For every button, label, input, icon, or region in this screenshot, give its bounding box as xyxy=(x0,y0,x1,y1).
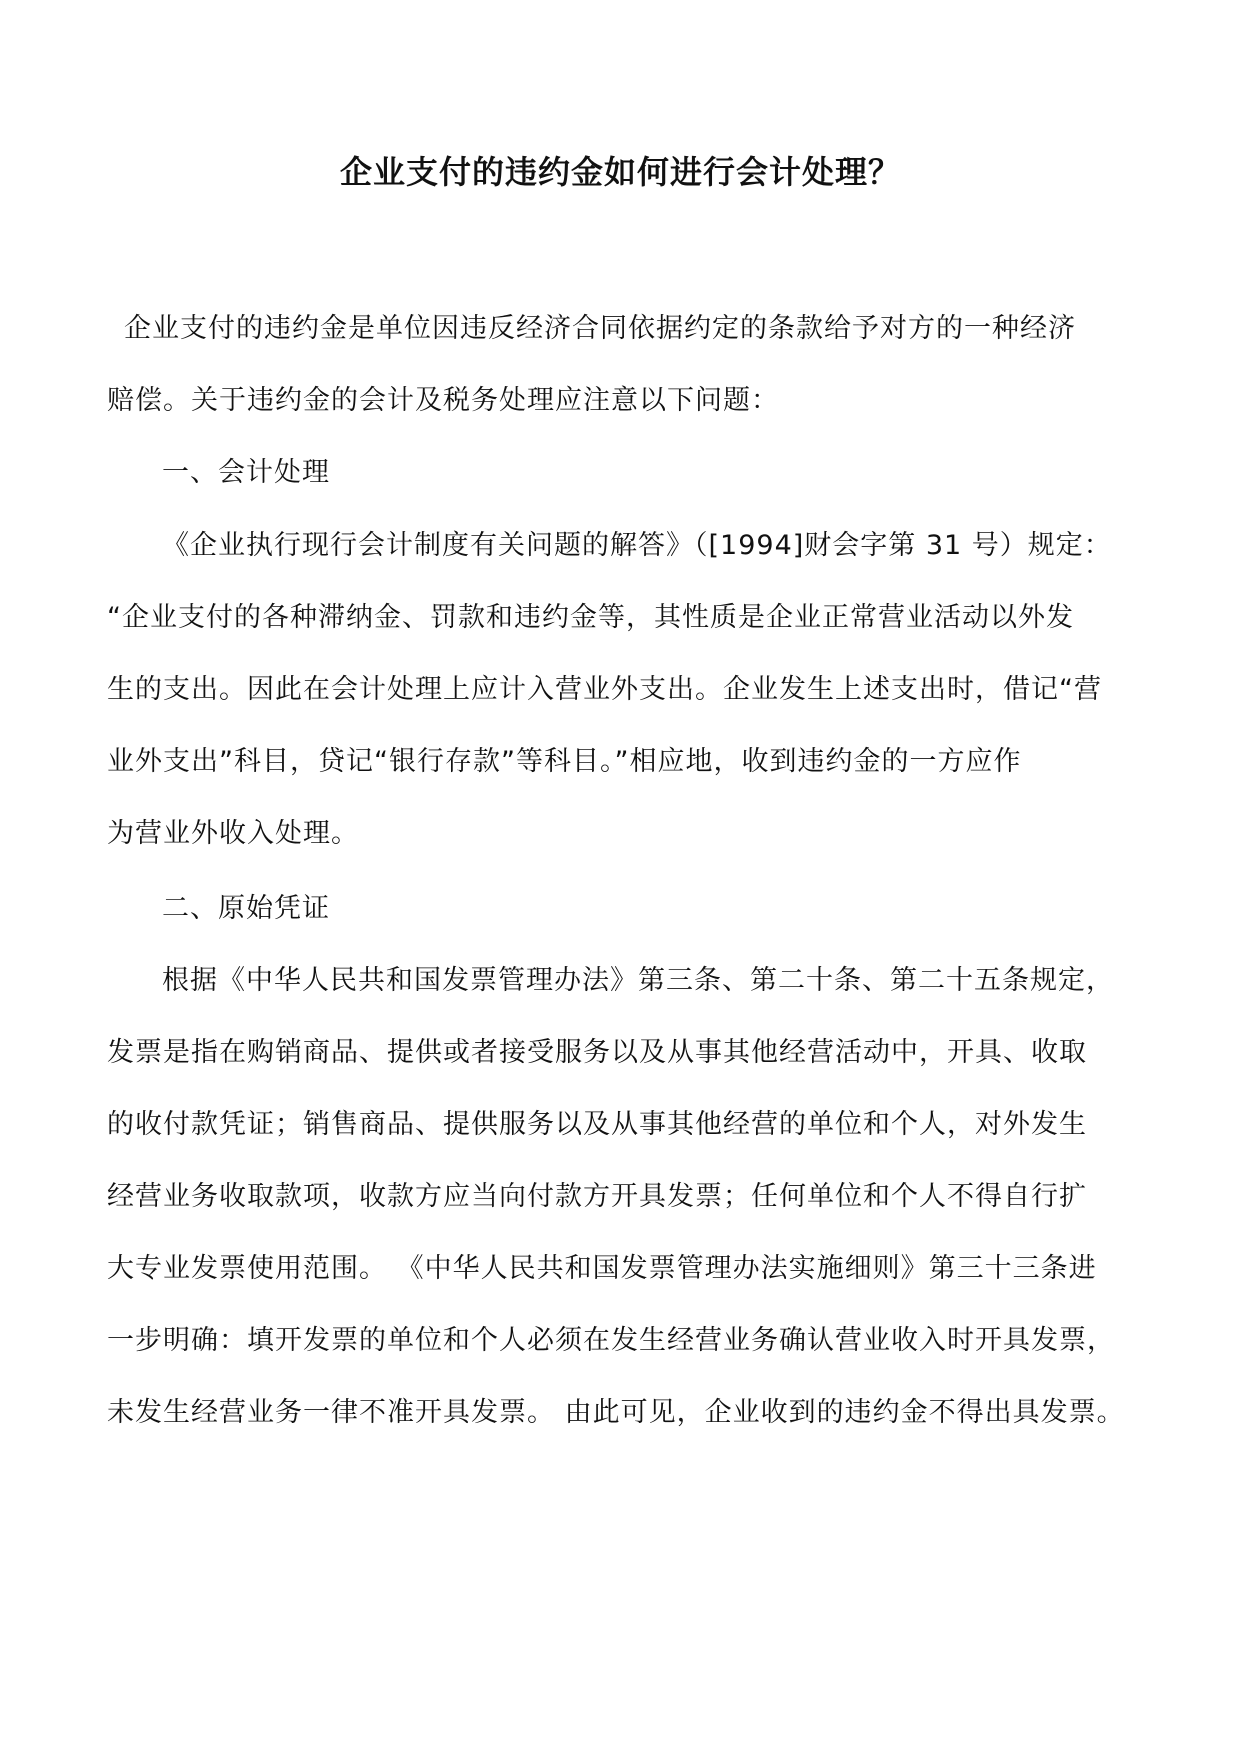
paragraph-1-line-2: 赔偿。关于违约金的会计及税务处理应注意以下问题： xyxy=(107,385,779,416)
paragraph-3-line-7: 未发生经营业务一律不准开具发票。 由此可见，企业收到的违约金不得出具发票。 xyxy=(107,1397,1125,1428)
paragraph-2-line-3: 生的支出。因此在会计处理上应计入营业外支出。企业发生上述支出时，借记“营 xyxy=(107,674,1102,705)
paragraph-3-line-1: 根据《中华人民共和国发票管理办法》第三条、第二十条、第二十五条规定， xyxy=(162,965,1114,996)
paragraph-3-line-2: 发票是指在购销商品、提供或者接受服务以及从事其他经营活动中，开具、收取 xyxy=(107,1037,1087,1068)
section-heading-vouchers: 二、原始凭证 xyxy=(162,893,330,924)
paragraph-3-line-4: 经营业务收取款项，收款方应当向付款方开具发票；任何单位和个人不得自行扩 xyxy=(107,1181,1087,1212)
paragraph-2-line-4: 业外支出”科目，贷记“银行存款”等科目。”相应地，收到违约金的一方应作 xyxy=(107,746,1022,777)
paragraph-3-line-3: 的收付款凭证；销售商品、提供服务以及从事其他经营的单位和个人，对外发生 xyxy=(107,1109,1087,1140)
paragraph-2-line-5: 为营业外收入处理。 xyxy=(107,818,359,849)
section-heading-accounting: 一、会计处理 xyxy=(162,457,330,488)
document-title: 企业支付的违约金如何进行会计处理？ xyxy=(339,153,901,191)
paragraph-1-line-1: 企业支付的违约金是单位因违反经济合同依据约定的条款给予对方的一种经济 xyxy=(124,313,1076,344)
paragraph-3-line-5: 大专业发票使用范围。 《中华人民共和国发票管理办法实施细则》第三十三条进 xyxy=(107,1253,1097,1284)
paragraph-2-line-2: “企业支付的各种滞纳金、罚款和违约金等，其性质是企业正常营业活动以外发 xyxy=(107,602,1074,633)
paragraph-3-line-6: 一步明确：填开发票的单位和个人必须在发生经营业务确认营业收入时开具发票， xyxy=(107,1325,1115,1356)
paragraph-2-line-1: 《企业执行现行会计制度有关问题的解答》（[1994]财会字第 31 号）规定： xyxy=(162,530,1112,561)
